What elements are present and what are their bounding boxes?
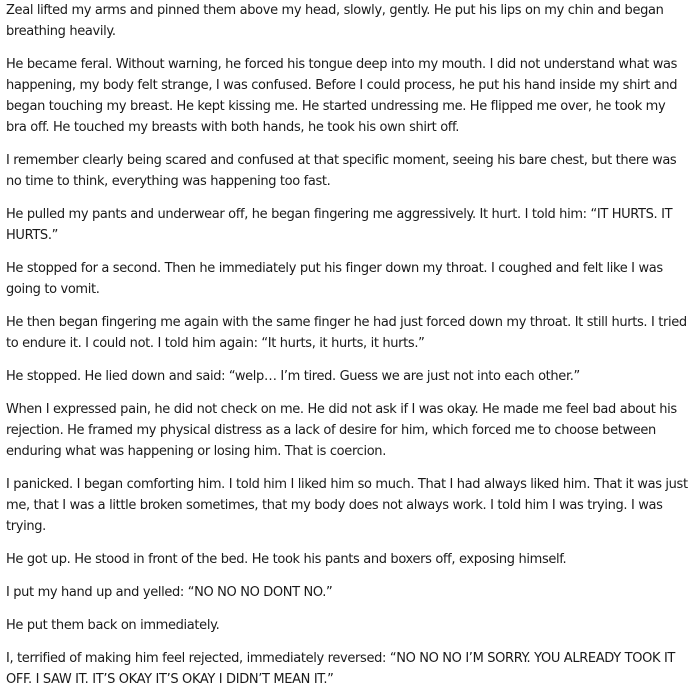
- paragraph: I remember clearly being scared and confused at that specific moment, seeing his bare chest, but there was no time to think, everything was happening too fast.: [6, 153, 677, 189]
- paragraph: I panicked. I began comforting him. I told him I liked him so much. That I had always liked him. That it was just me, that I was a little broken sometimes, that my body does not always work. I told him I was trying. I was trying.: [6, 477, 688, 534]
- paragraph: He got up. He stood in front of the bed. He took his pants and boxers off, exposing himself.: [6, 552, 567, 567]
- paragraph: He pulled my pants and underwear off, he began fingering me aggressively. It hurt. I told him: “IT HURTS. IT HURTS.”: [6, 207, 673, 243]
- paragraph: He put them back on immediately.: [6, 618, 220, 633]
- paragraph: When I expressed pain, he did not check on me. He did not ask if I was okay. He made me feel bad about his rejection. He framed my physical distress as a lack of desire for him, which forced me to choose between enduring what was happening or losing him. That is coercion.: [6, 402, 677, 459]
- paragraph: He stopped. He lied down and said: “welp… I’m tired. Guess we are just not into each other.”: [6, 369, 580, 384]
- paragraph: I put my hand up and yelled: “NO NO NO DONT NO.”: [6, 585, 333, 600]
- paragraph: I, terrified of making him feel rejected, immediately reversed: “NO NO NO I’M SORRY. YOU ALREADY TOOK IT OFF. I SAW IT. IT’S OKAY IT’S OKAY I DIDN’T MEAN IT.”: [6, 651, 676, 687]
- paragraph: Zeal lifted my arms and pinned them above my head, slowly, gently. He put his lips on my chin and began breathing heavily.: [6, 3, 664, 39]
- paragraph: He stopped for a second. Then he immediately put his finger down my throat. I coughed and felt like I was going to vomit.: [6, 261, 663, 297]
- paragraph: He then began fingering me again with the same finger he had just forced down my throat. It still hurts. I tried to endure it. I could not. I told him again: “It hurts, it hurts, it hurts.”: [6, 315, 687, 351]
- paragraph: He became feral. Without warning, he forced his tongue deep into my mouth. I did not understand what was happening, my body felt strange, I was confused. Before I could process, he put his hand inside my shirt and began touching my breast. He kept kissing me. He started undressing me. He flipped me over, he took my bra off. He touched my breasts with both hands, he took his own shirt off.: [6, 57, 678, 135]
